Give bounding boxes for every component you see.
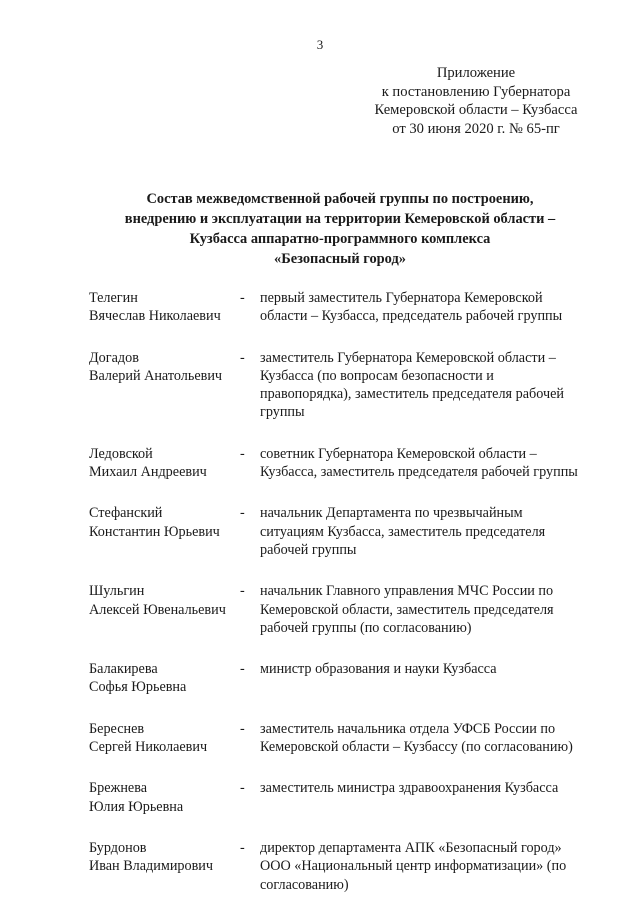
member-entry (89, 779, 609, 816)
member-name (89, 582, 239, 637)
member-name-line: Алексей Ювенальевич (89, 601, 226, 618)
member-name-line: Валерий Анатольевич (89, 367, 223, 384)
member-role-line: рабочей группы (по согласованию) (260, 619, 472, 636)
page-number: 3 (316, 37, 324, 52)
member-role-line: министр образования и науки Кузбасса (260, 661, 497, 678)
member-dash: - (240, 290, 245, 306)
member-role-line: ООО «Национальный центр информатизации» (по (260, 858, 567, 875)
member-role (260, 720, 605, 757)
member-role-line: Кузбасса (по вопросам безопасности и (260, 367, 494, 384)
member-entry (89, 582, 609, 637)
appendix-line: от 30 июня 2020 г. № 65-пг (392, 120, 560, 137)
member-name-line: Балакирева (89, 661, 158, 678)
member-name-line: Иван Владимирович (89, 858, 214, 875)
member-name-line: Догадов (89, 349, 139, 366)
title-line: Кузбасса аппаратно-программного комплекса (189, 231, 491, 247)
member-role-line: Кемеровской области – Кузбассу (по согласованию) (260, 739, 573, 756)
appendix-line: Приложение (436, 65, 516, 81)
member-role-line: заместитель Губернатора Кемеровской области – (260, 349, 556, 366)
member-name (89, 445, 239, 482)
member-name-line: Телегин (89, 290, 138, 306)
appendix-line: Кемеровской области – Кузбасса (374, 102, 578, 118)
member-entry (89, 289, 609, 326)
member-dash: - (240, 349, 245, 366)
member-name (89, 720, 239, 757)
member-name-line: Ледовской (89, 445, 153, 462)
member-role-line: директор департамента АПК «Безопасный город» (260, 839, 562, 856)
member-role-line: группы (260, 404, 305, 421)
member-dash: - (240, 720, 245, 737)
member-entry (89, 660, 609, 697)
member-entry (89, 349, 609, 422)
member-dash: - (240, 839, 245, 856)
member-role-line: начальник Главного управления МЧС России по (260, 583, 554, 600)
appendix-line: к постановлению Губернатора (381, 83, 571, 100)
title-line: «Безопасный город» (274, 251, 406, 267)
member-name-line: Софья Юрьевна (89, 679, 187, 696)
member-role-line: Кемеровской области, заместитель председателя (260, 601, 554, 618)
member-role-line: рабочей группы (260, 541, 357, 558)
member-role (260, 445, 605, 482)
member-name (89, 779, 239, 816)
member-name-line: Бурдонов (89, 839, 147, 856)
member-entry (89, 504, 609, 559)
member-role (260, 289, 605, 326)
member-dash: - (240, 445, 245, 462)
member-role (260, 582, 605, 637)
member-dash: - (240, 780, 245, 797)
member-dash: - (240, 583, 245, 600)
member-dash: - (240, 505, 245, 522)
member-dash: - (240, 661, 245, 678)
member-role (260, 839, 605, 894)
members-list (89, 289, 609, 917)
member-role-line: правопорядка), заместитель председателя рабочей (260, 386, 564, 403)
member-entry (89, 720, 609, 757)
document-title (80, 189, 600, 269)
member-name-line: Береснев (89, 720, 145, 737)
member-role (260, 779, 605, 816)
member-name (89, 660, 239, 697)
member-name (89, 349, 239, 422)
member-name-line: Стефанский (89, 505, 163, 522)
member-name (89, 289, 239, 326)
title-line: внедрению и эксплуатации на территории Кемеровской области – (124, 211, 556, 227)
member-role (260, 504, 605, 559)
member-role-line: первый заместитель Губернатора Кемеровской (260, 290, 543, 306)
member-role-line: заместитель министра здравоохранения Кузбасса (260, 780, 559, 797)
member-name-line: Юлия Юрьевна (89, 798, 184, 815)
member-name (89, 504, 239, 559)
member-name-line: Константин Юрьевич (89, 523, 220, 540)
member-role-line: Кузбасса, заместитель председателя рабочей группы (260, 464, 578, 481)
appendix-note (366, 64, 586, 138)
member-entry (89, 445, 609, 482)
member-name-line: Шульгин (89, 583, 145, 600)
member-role-line: советник Губернатора Кемеровской области – (260, 445, 537, 462)
member-name-line: Вячеслав Николаевич (89, 308, 221, 325)
title-line: Состав межведомственной рабочей группы по построению, (146, 191, 534, 207)
member-role-line: области – Кузбасса, председатель рабочей группы (260, 308, 563, 325)
member-role (260, 660, 605, 697)
member-role-line: заместитель начальника отдела УФСБ России по (260, 720, 556, 737)
member-name (89, 839, 239, 894)
member-role-line: согласованию) (260, 876, 349, 893)
member-role-line: начальник Департамента по чрезвычайным (260, 505, 523, 522)
member-entry (89, 839, 609, 894)
member-role (260, 349, 605, 422)
member-name-line: Сергей Николаевич (89, 739, 208, 756)
member-role-line: ситуациям Кузбасса, заместитель председателя (260, 523, 546, 540)
member-name-line: Михаил Андреевич (89, 464, 207, 481)
member-name-line: Брежнева (89, 780, 148, 797)
